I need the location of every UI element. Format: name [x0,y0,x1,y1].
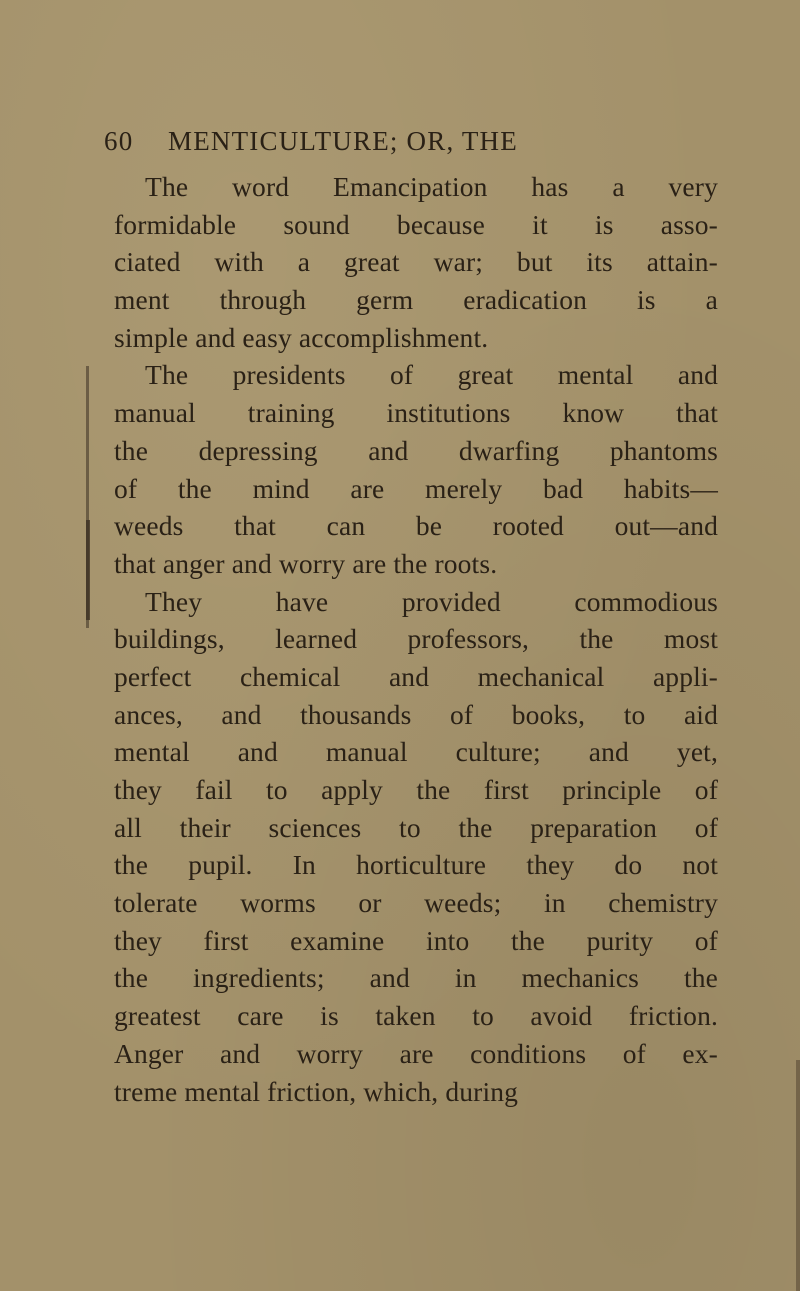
text-line: The word Emancipation has a very [145,171,718,202]
text-line: simple and easy accomplishment. [114,321,489,353]
text-line: the pupil. In horticulture they do not [114,849,718,881]
body-text [114,168,718,1110]
text-line: weeds that can be rooted out—and [114,510,718,542]
margin-mark [86,520,90,620]
text-line: formidable sound because it is asso- [114,208,718,240]
running-head [104,124,664,158]
text-line: The presidents of great mental and [145,359,718,391]
page-edge-shadow [796,1060,800,1291]
text-line: that anger and worry are the roots. [114,547,498,579]
text-line: mental and manual culture; and yet, [114,736,718,768]
text-line: treme mental friction, which, during [114,1075,519,1107]
text-line: tolerate worms or weeds; in chemistry [114,887,718,919]
text-line: manual training institutions know that [114,397,718,429]
text-line: they first examine into the purity of [114,924,718,956]
text-line: Anger and worry are conditions of ex- [114,1037,718,1069]
text-line: the ingredients; and in mechanics the [114,962,718,994]
text-line: the depressing and dwarfing phantoms [114,434,718,466]
text-line: They have provided commodious [145,585,718,617]
text-line: of the mind are merely bad habits— [114,472,718,504]
running-title: MENTICULTURE; OR, THE [168,126,518,156]
text-line: ment through germ eradication is a [114,284,718,316]
text-line: they fail to apply the first principle of [114,774,718,805]
text-line: perfect chemical and mechanical appli- [114,660,718,692]
text-line: all their sciences to the preparation of [114,811,718,843]
text-line: greatest care is taken to avoid friction. [114,1000,718,1032]
text-line: buildings, learned professors, the most [114,623,718,655]
text-line: ciated with a great war; but its attain- [114,246,718,278]
text-line: ances, and thousands of books, to aid [114,698,718,730]
page-number: 60 [104,126,134,156]
